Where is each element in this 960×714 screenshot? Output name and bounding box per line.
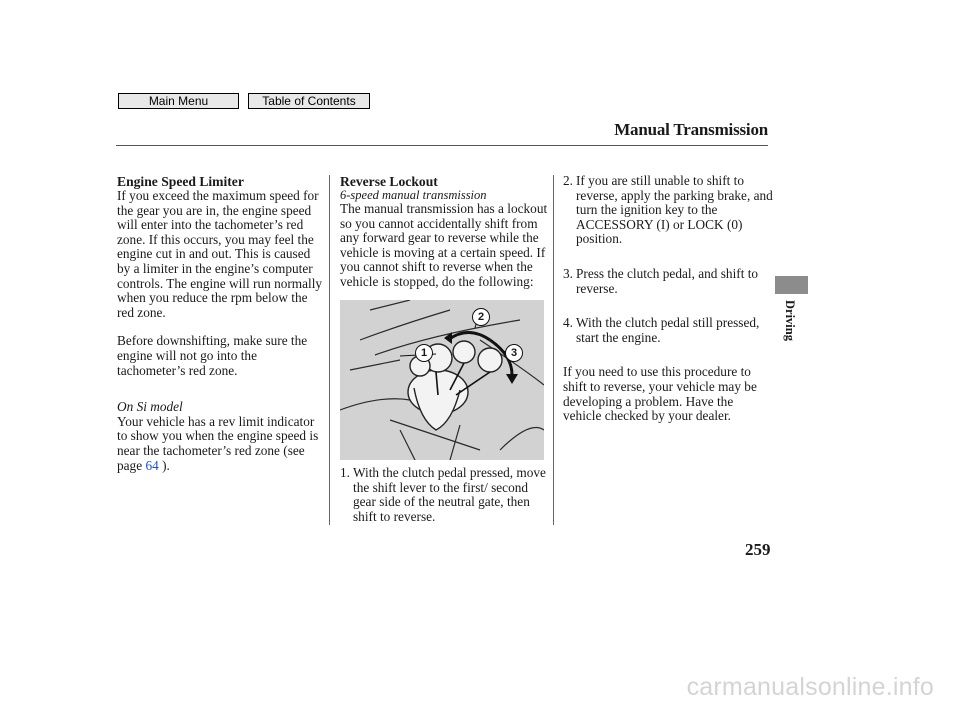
step-1 [340,466,548,524]
step-3-number: 3. [563,265,573,281]
step-1-text: With the clutch pedal pressed, move the shift lever to the first/ second gear side of the neutral gate, then shift to reverse. [353,465,546,524]
reverse-lockout-intro: The manual transmission has a lockout so you cannot accidentally shift from any forward gear to reverse while the vehicle is moving at a certain speed. If you cannot shift to reverse when the vehicle is stopped, do the following: [340,201,548,289]
watermark: carmanualsonline.info [686,673,934,701]
shift-lever-drawing [340,300,544,460]
side-label-text: Driving [783,300,797,341]
column-divider-2 [553,175,554,525]
step-3-text: Press the clutch pedal, and shift to reverse. [576,265,759,296]
callout-1: 1 [415,344,433,362]
middle-column [340,174,548,290]
callout-3: 3 [505,344,523,362]
section-tab [775,276,808,294]
table-of-contents-button[interactable]: Table of Contents [248,93,370,109]
step-3 [563,267,773,296]
limiter-paragraph: If you exceed the maximum speed for the gear you are in, the engine speed will enter into the tachometer’s red zone. If this occurs, you may feel the engine cut in and out. This is caused by a limiter in the engine’s computer controls. The engine will run normally when you reduce the rpm below the red zone. [117,188,323,320]
main-menu-button[interactable]: Main Menu [118,93,239,109]
step-2-number: 2. [563,173,573,188]
step-4-text: With the clutch pedal still pressed, start the engine. [576,315,760,345]
rev-limit-text: Your vehicle has a rev limit indicator to show you when the engine speed is near the tachometer’s red zone [117,413,319,458]
right-column [563,174,773,424]
header-rule [116,145,768,146]
step-4-number: 4. [563,315,573,331]
model-note: On Si model [117,399,183,415]
engine-speed-limiter-heading: Engine Speed Limiter [117,174,244,189]
transmission-subheading: 6-speed manual transmission [340,188,487,202]
downshift-paragraph: Before downshifting, make sure the engine will not go into the tachometer’s red zone. [117,333,308,378]
shift-lever-illustration [340,300,544,460]
left-column [117,174,325,473]
step-2-text: If you are still unable to shift to reverse, apply the parking brake, and turn the ignition key to the ACCESSORY (I) or LOCK (0) position. [576,173,773,247]
callout-2: 2 [472,308,490,326]
see-page-prefix: (see page [117,442,305,473]
page-64-link[interactable]: 64 [145,457,159,473]
side-label [783,300,797,360]
reverse-lockout-heading: Reverse Lockout [340,174,438,189]
step-1-number: 1. [340,465,350,480]
page-number: 259 [745,540,771,559]
closing-paragraph: If you need to use this procedure to shift to reverse, your vehicle may be developing a problem. Have the vehicle checked by your dealer. [563,364,757,424]
section-title: Manual Transmission [614,120,768,139]
see-page-suffix: ). [162,457,170,473]
rev-limit-paragraph [117,415,325,473]
column-divider-1 [329,175,330,525]
step-4 [563,316,773,345]
step-2 [563,174,773,247]
